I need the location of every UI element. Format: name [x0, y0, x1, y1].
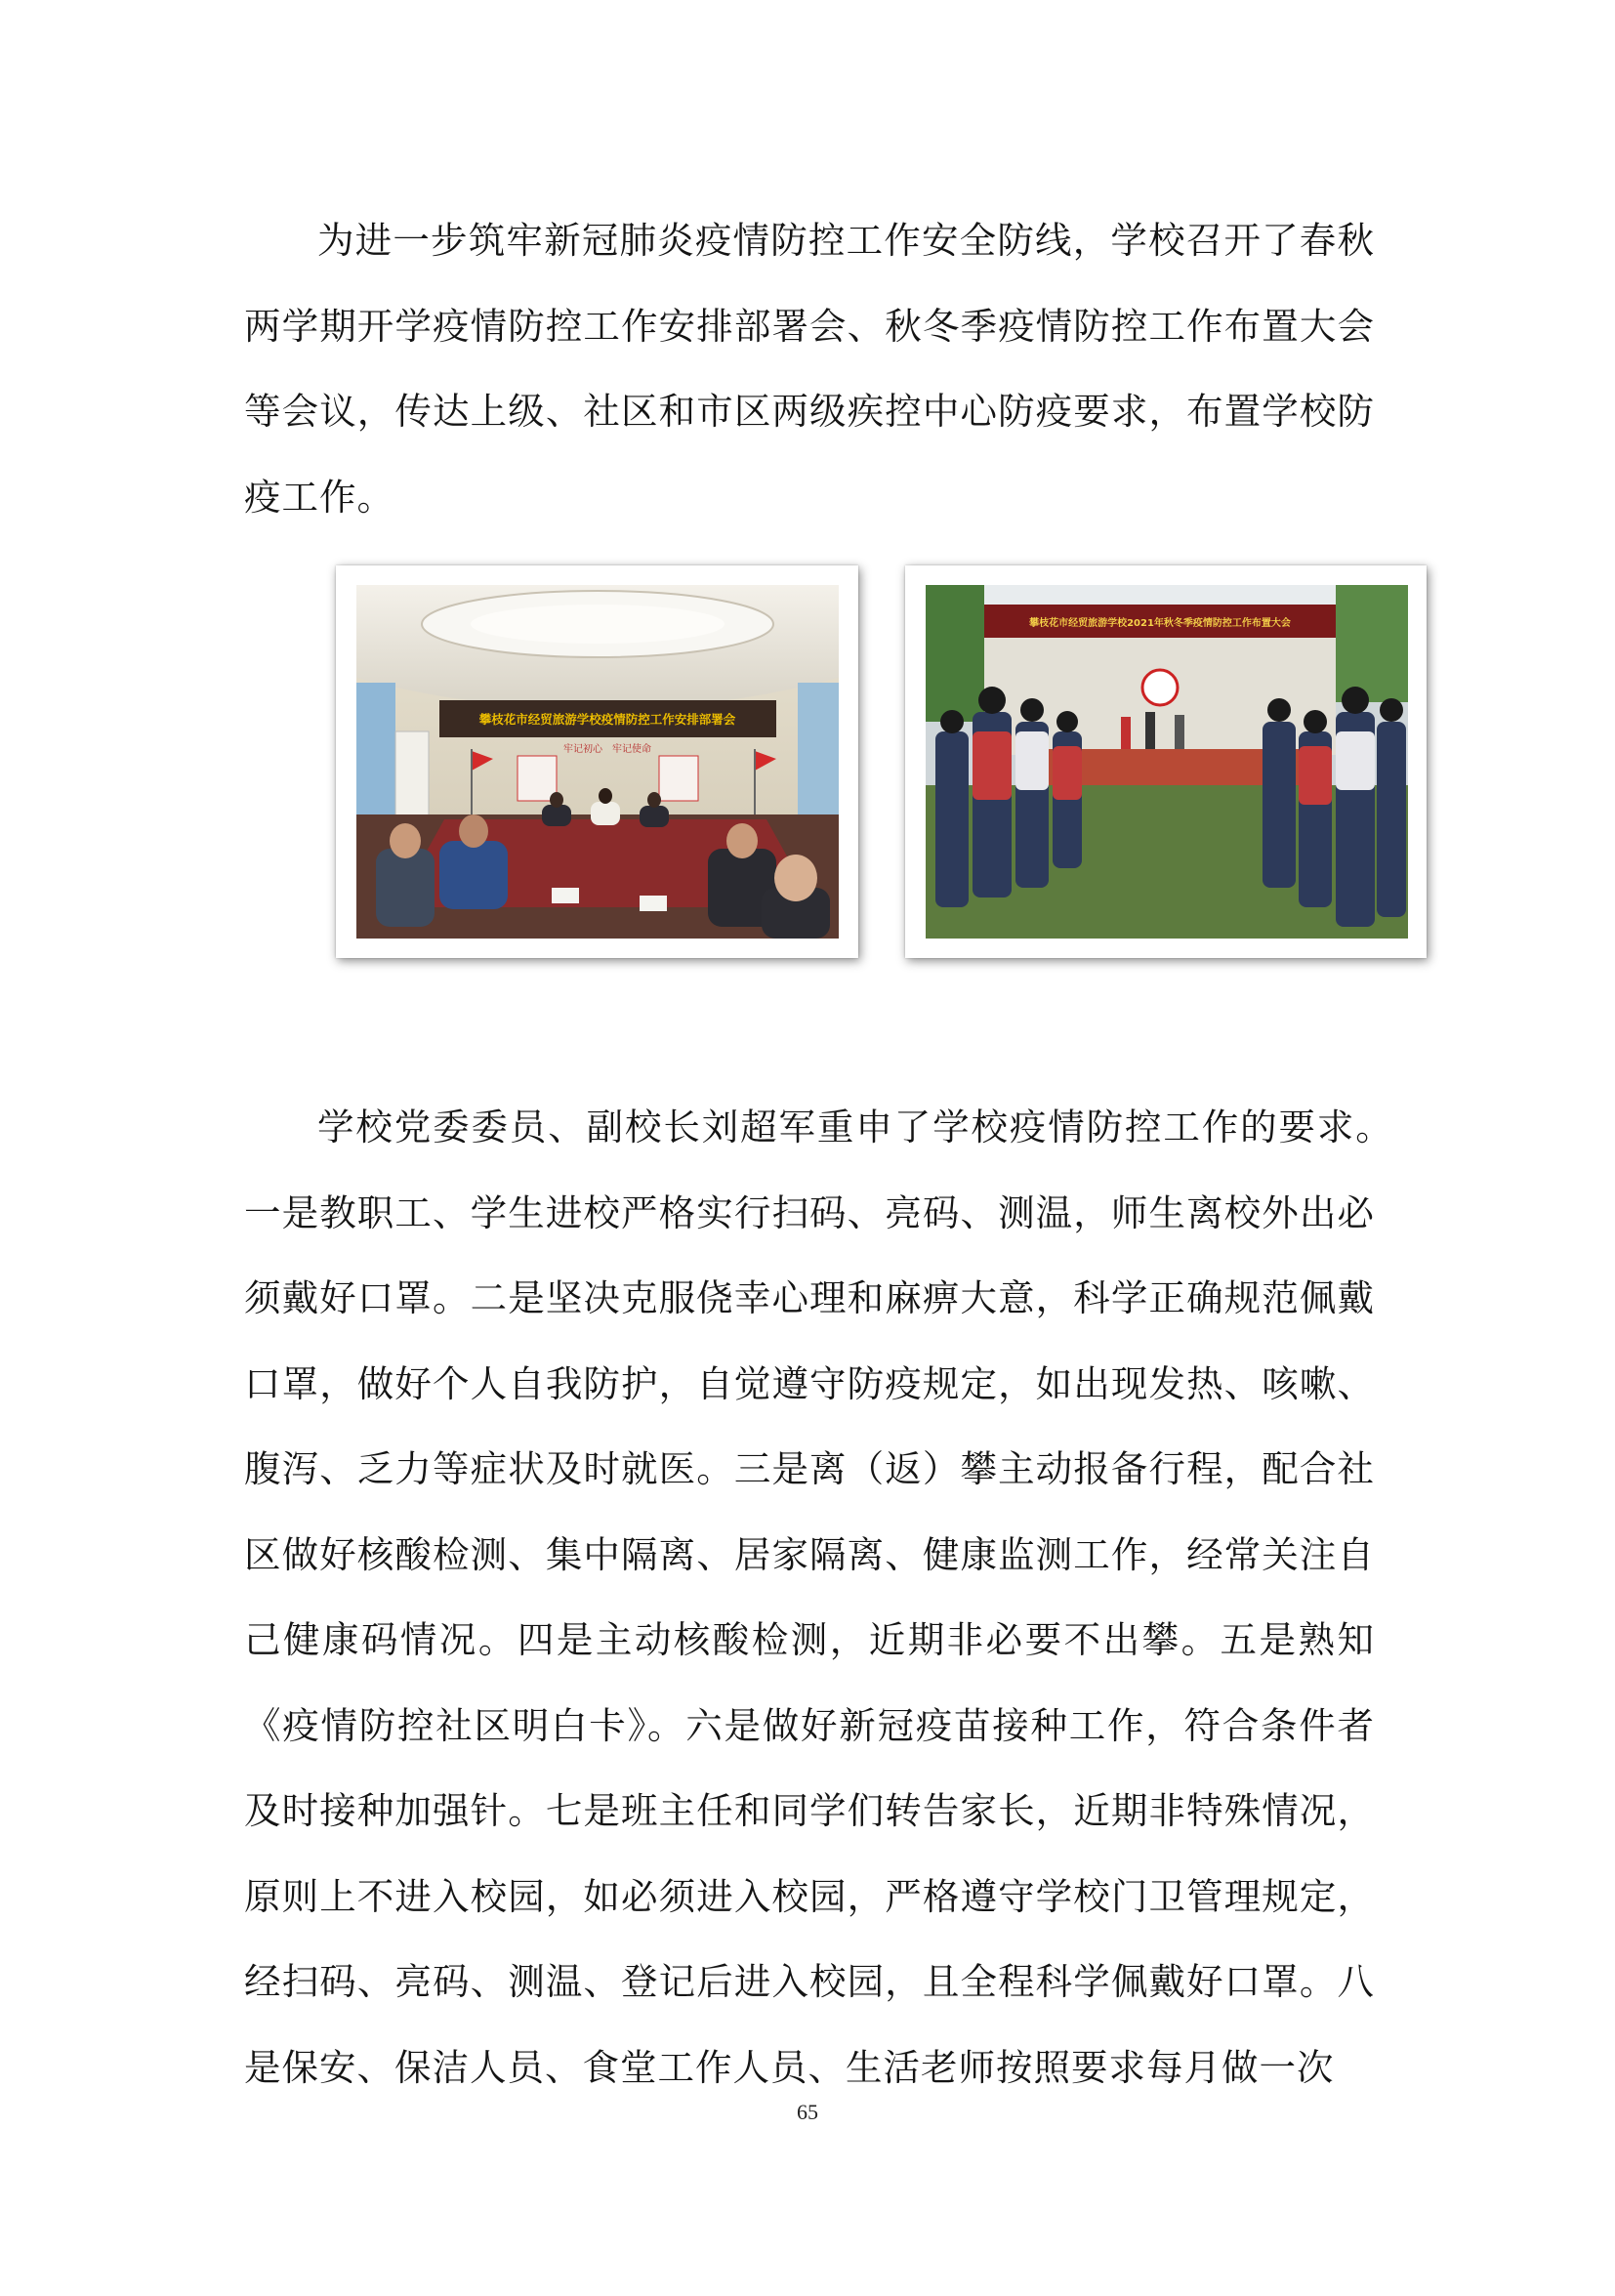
paragraph-intro: 为进一步筑牢新冠肺炎疫情防控工作安全防线，学校召开了春秋两学期开学疫情防控工作安排部署会、秋冬季疫情防控工作布置大会等会议，传达上级、社区和市区两级疾控中心防疫要求，布置学校防疫工作。	[244, 219, 1375, 519]
schoolyard-assembly-photo	[905, 565, 1427, 958]
paragraph-requirements: 学校党委委员、副校长刘超军重申了学校疫情防控工作的要求。 一是教职工、学生进校严格实行扫码、亮码、测温，师生离校外出必须戴好口罩。二是坚决克服侥幸心理和麻痹大意，科学正确规范佩戴口罩，做好个人自我防护，自觉遵守防疫规定，如出现发热、咳嗽、腹泻、乏力等症状及时就医。三是离（返）攀主动报备行程，配合社区做好核酸检测、集中隔离、居家隔离、健康监测工作，经常关注自己健康码情况。四是主动核酸检测，近期非必要不出攀。五是熟知《疫情防控社区明白卡》。六是做好新冠疫苗接种工作，符合条件者及时接种加强针。七是班主任和同学们转告家长，近期非特殊情况，原则上不进入校园，如必须进入校园，严格遵守学校门卫管理规定，经扫码、亮码、测温、登记后进入校园，且全程科学佩戴好口罩。八是保安、保洁人员、食堂工作人员、生活老师按照要求每月做一次	[244, 1106, 1413, 2089]
wall-slogan-text: 牢记初心 牢记使命	[563, 744, 651, 755]
page-number: 65	[797, 2100, 818, 2124]
meeting-room-photo	[336, 565, 858, 958]
meeting-banner-text: 攀枝花市经贸旅游学校疫情防控工作安排部署会	[478, 712, 736, 727]
assembly-banner-text: 攀枝花市经贸旅游学校2021年秋冬季疫情防控工作布置大会	[1029, 618, 1291, 629]
